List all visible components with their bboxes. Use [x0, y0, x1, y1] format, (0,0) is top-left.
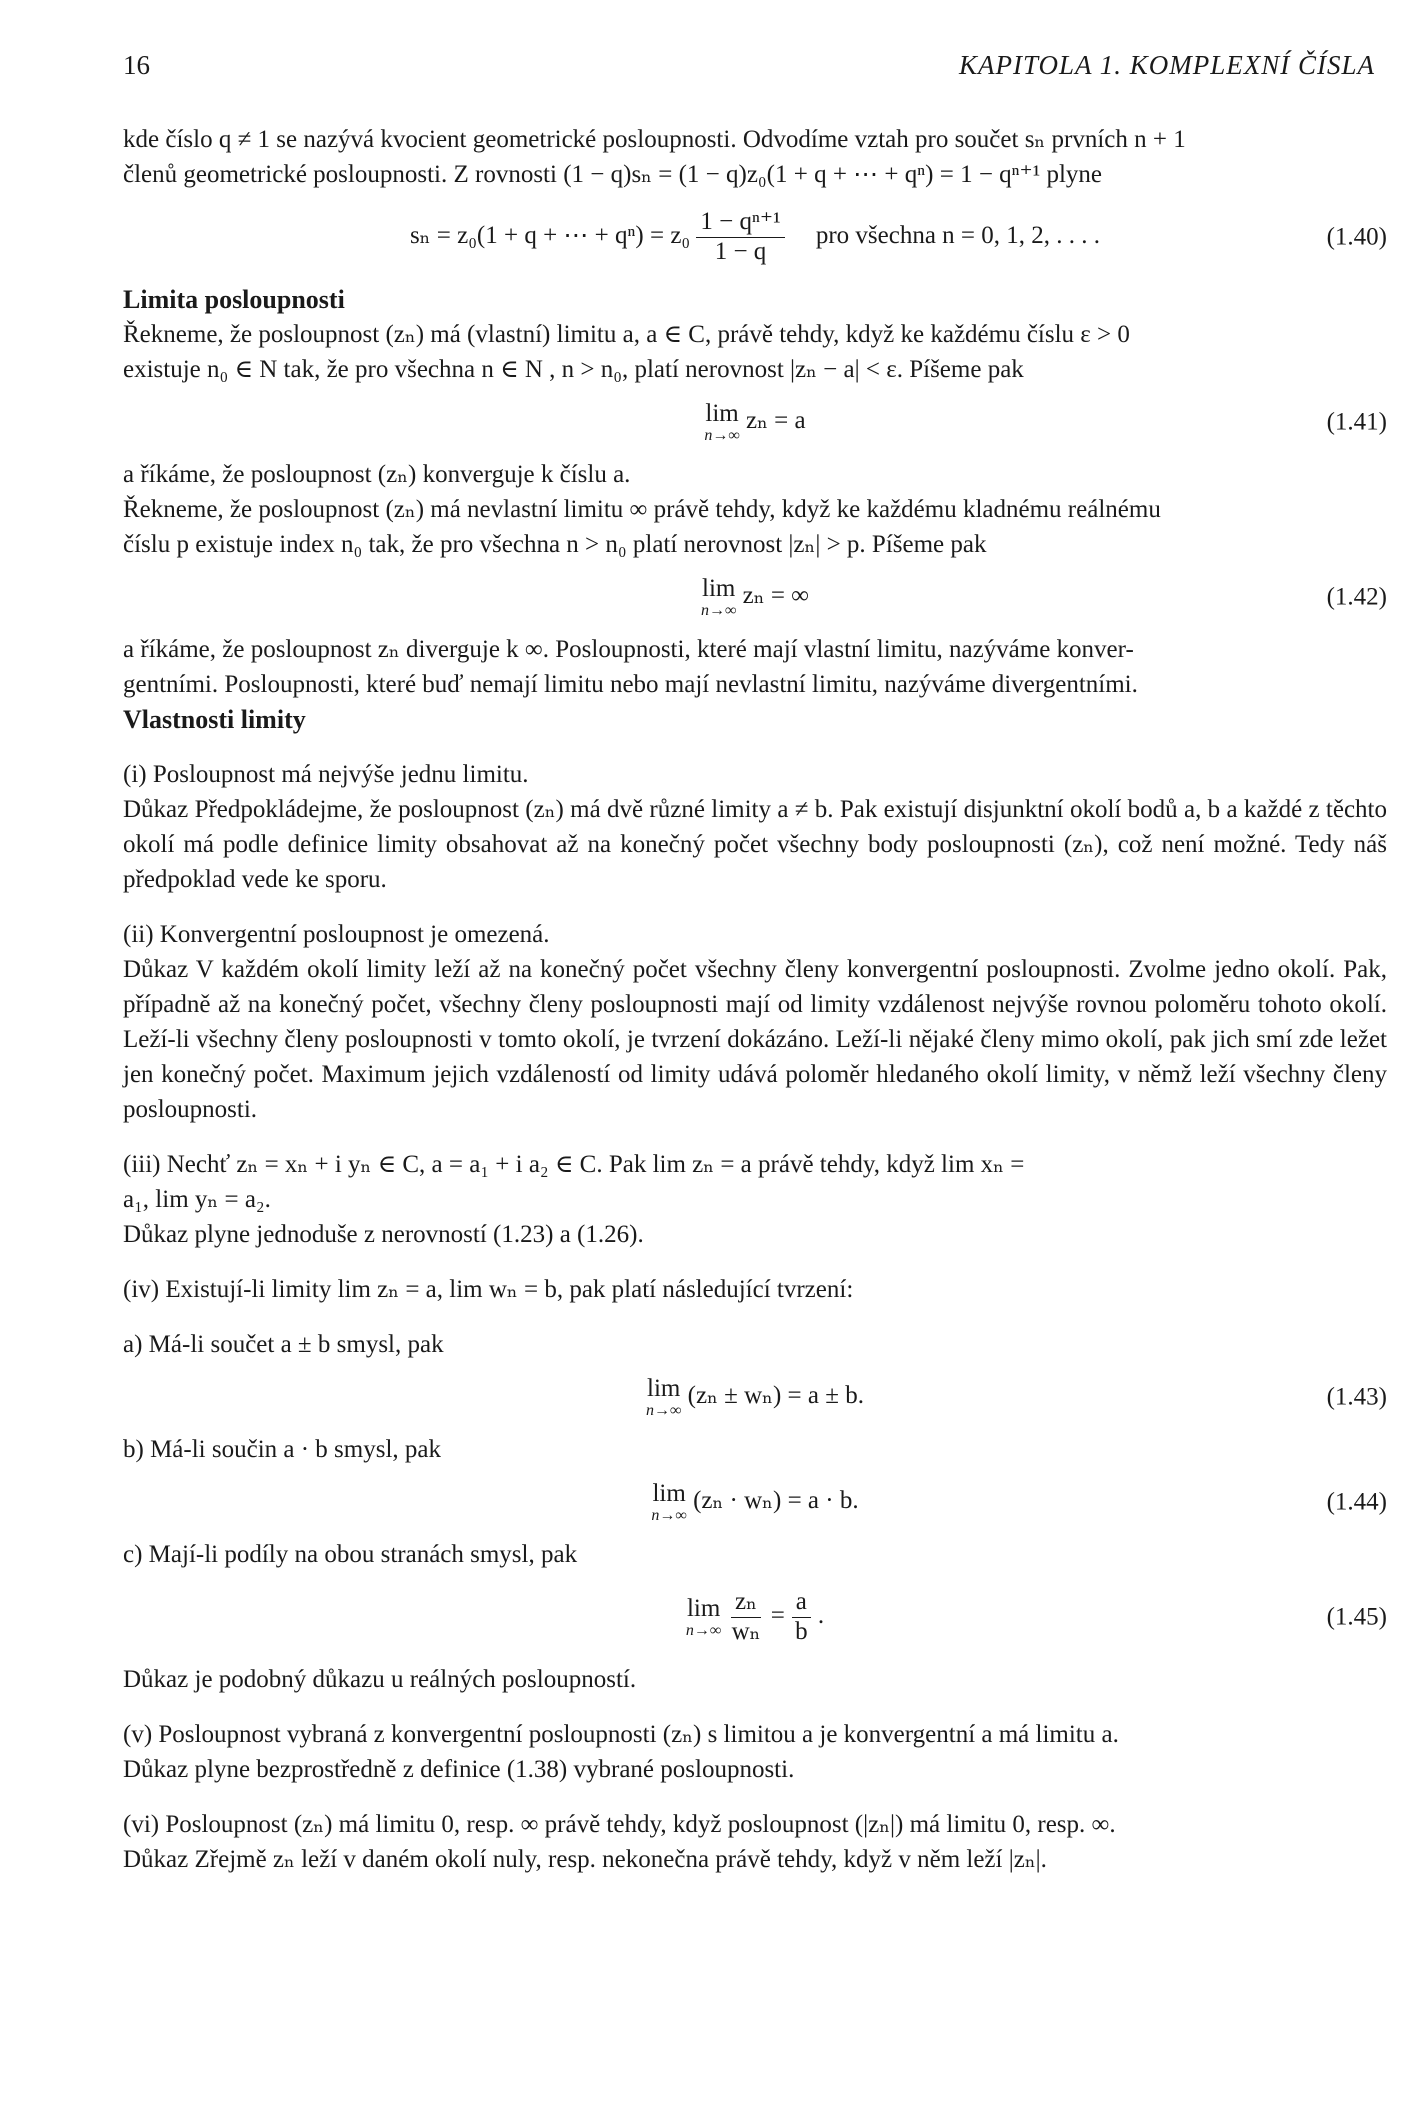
lim-subscript: n→∞: [651, 1506, 687, 1524]
property-4-title: (iv) Existují-li limity lim zₙ = a, lim wₙ = b, pak platí následující tvrzení:: [123, 1276, 854, 1303]
equation-number: (1.45): [1326, 1603, 1387, 1631]
equation-1-45: [123, 1572, 1387, 1662]
property-2-title: (ii) Konvergentní posloupnost je omezená.: [123, 921, 550, 948]
property-4c: c) Mají-li podíly na obou stranách smysl, pak: [123, 1541, 578, 1568]
property-4-proof: Důkaz je podobný důkazu u reálných posloupností.: [123, 1666, 637, 1693]
definition-improper-line-1: Řekneme, že posloupnost (zₙ) má nevlastní limitu ∞ právě tehdy, když ke každému kladnému reálnému: [123, 496, 1161, 523]
eq140-numerator: 1 − qⁿ⁺¹: [696, 208, 784, 238]
eq143-expression: (zₙ ± wₙ) = a ± b.: [687, 1381, 864, 1409]
limit-operator: [701, 576, 736, 619]
lim-subscript: n→∞: [646, 1401, 682, 1419]
chapter-title: KAPITOLA 1. KOMPLEXNÍ ČÍSLA: [958, 50, 1375, 80]
property-4b: b) Má-li součin a · b smysl, pak: [123, 1436, 442, 1463]
property-6-proof: Důkaz Zřejmě zₙ leží v daném okolí nuly, resp. nekonečna právě tehdy, když v něm leží |zₙ|.: [123, 1846, 1047, 1873]
section-heading-properties: Vlastnosti limity: [123, 705, 306, 734]
definition-improper-line-2: číslu p existuje index n₀ tak, že pro všechna n > n₀ platí nerovnost |zₙ| > p. Píšeme pak: [123, 531, 987, 558]
property-3-line-2: a₁, lim yₙ = a₂.: [123, 1186, 271, 1213]
property-1-proof: Důkaz Předpokládejme, že posloupnost (zₙ) má dvě různé limity a ≠ b. Pak existují disjunktní okolí bodů a, b a každé z těchto okolí má podle definice limity obsahovat až na konečný počet všechny body posloupnosti (zₙ), což není možné. Tedy náš předpoklad vede ke sporu.: [123, 796, 1387, 893]
equation-1-44: [123, 1467, 1387, 1537]
property-5-title: (v) Posloupnost vybraná z konvergentní posloupnosti (zₙ) s limitou a je konvergentní a má limitu a.: [123, 1721, 1119, 1748]
equation-number: (1.43): [1326, 1383, 1387, 1411]
equation-1-43: [123, 1362, 1387, 1432]
fraction-numerator: zₙ: [731, 1588, 761, 1618]
eq141-expression: zₙ = a: [746, 406, 806, 434]
divergence-line-2: gentními. Posloupnosti, které buď nemají limitu nebo mají nevlastní limitu, nazýváme divergentními.: [123, 671, 1138, 698]
lim-subscript: n→∞: [704, 426, 740, 444]
eq140-condition: pro všechna n = 0, 1, 2, . . . .: [815, 221, 1101, 249]
lim-text: lim: [702, 574, 736, 602]
definition-limit-line-2: existuje n₀ ∈ N tak, že pro všechna n ∈ N , n > n₀, platí nerovnost |zₙ − a| < ε. Píšeme pak: [123, 356, 1024, 383]
property-2-proof: Důkaz V každém okolí limity leží až na konečný počet všechny členy konvergentní posloupnosti. Zvolme jedno okolí. Pak, případně až na konečný počet, všechny členy posloupnosti mají od limity vzdálenost nejvýše rovnou poloměru tohoto okolí. Leží-li všechny členy posloupnosti v tomto okolí, je tvrzení dokázáno. Leží-li nějaké členy mimo okolí, pak jich smí zde ležet jen konečný počet. Maximum jejich vzdáleností od limity udává poloměr hledaného okolí limity, v němž leží všechny členy posloupnosti.: [123, 956, 1387, 1123]
equals-sign: =: [770, 1601, 785, 1629]
equation-number: (1.44): [1326, 1488, 1387, 1516]
limit-operator: [704, 401, 739, 444]
property-3-proof: Důkaz plyne jednoduše z nerovností (1.23) a (1.26).: [123, 1221, 644, 1248]
section-heading-limit: Limita posloupnosti: [123, 285, 345, 314]
intro-line-2: členů geometrické posloupnosti. Z rovnosti (1 − q)sₙ = (1 − q)z₀(1 + q + ⋯ + qⁿ) = 1 − qⁿ⁺¹ plyne: [123, 161, 1103, 188]
period: .: [817, 1601, 825, 1629]
eq145-fraction-right: [791, 1588, 812, 1647]
equation-number: (1.40): [1326, 223, 1387, 251]
fraction-denominator: b: [795, 1617, 808, 1645]
limit-operator: [651, 1481, 686, 1524]
page-header: [123, 50, 1375, 81]
lim-text: lim: [705, 399, 739, 427]
lim-text: lim: [647, 1374, 681, 1402]
eq144-expression: (zₙ · wₙ) = a · b.: [693, 1486, 859, 1514]
intro-line-1: kde číslo q ≠ 1 se nazývá kvocient geometrické posloupnosti. Odvodíme vztah pro součet sₙ prvních n + 1: [123, 126, 1186, 153]
equation-1-41: [123, 387, 1387, 457]
property-6-title: (vi) Posloupnost (zₙ) má limitu 0, resp. ∞ právě tehdy, když posloupnost (|zₙ|) má limitu 0, resp. ∞.: [123, 1811, 1116, 1838]
eq140-denominator: 1 − q: [714, 237, 767, 265]
equation-1-42: [123, 562, 1387, 632]
limit-operator: [686, 1596, 721, 1639]
lim-subscript: n→∞: [701, 601, 737, 619]
lim-text: lim: [686, 1594, 721, 1622]
eq142-expression: zₙ = ∞: [742, 581, 809, 609]
fraction-denominator: wₙ: [731, 1617, 761, 1645]
property-5-proof: Důkaz plyne bezprostředně z definice (1.38) vybrané posloupnosti.: [123, 1756, 795, 1783]
eq145-fraction-left: [728, 1588, 765, 1647]
equation-1-40: [123, 192, 1387, 282]
equation-number: (1.42): [1326, 583, 1387, 611]
property-4a: a) Má-li součet a ± b smysl, pak: [123, 1331, 444, 1358]
convergence-statement: a říkáme, že posloupnost (zₙ) konverguje k číslu a.: [123, 461, 631, 488]
definition-limit-line-1: Řekneme, že posloupnost (zₙ) má (vlastní) limitu a, a ∈ C, právě tehdy, když ke každému číslu ε > 0: [123, 321, 1130, 348]
property-1-title: (i) Posloupnost má nejvýše jednu limitu.: [123, 761, 529, 788]
lim-text: lim: [652, 1479, 686, 1507]
eq140-lhs: sₙ = z₀(1 + q + ⋯ + qⁿ) = z₀: [409, 221, 691, 249]
page-content: [123, 122, 1387, 1877]
lim-subscript: n→∞: [685, 1621, 722, 1639]
equation-number: (1.41): [1326, 408, 1387, 436]
page-number: 16: [123, 50, 150, 80]
property-3-line-1: (iii) Nechť zₙ = xₙ + i yₙ ∈ C, a = a₁ + i a₂ ∈ C. Pak lim zₙ = a právě tehdy, když lim xₙ =: [123, 1151, 1025, 1178]
eq140-fraction: [696, 208, 784, 267]
fraction-numerator: a: [792, 1588, 811, 1618]
divergence-line-1: a říkáme, že posloupnost zₙ diverguje k ∞. Posloupnosti, které mají vlastní limitu, nazýváme konver-: [123, 636, 1134, 663]
limit-operator: [646, 1376, 681, 1419]
